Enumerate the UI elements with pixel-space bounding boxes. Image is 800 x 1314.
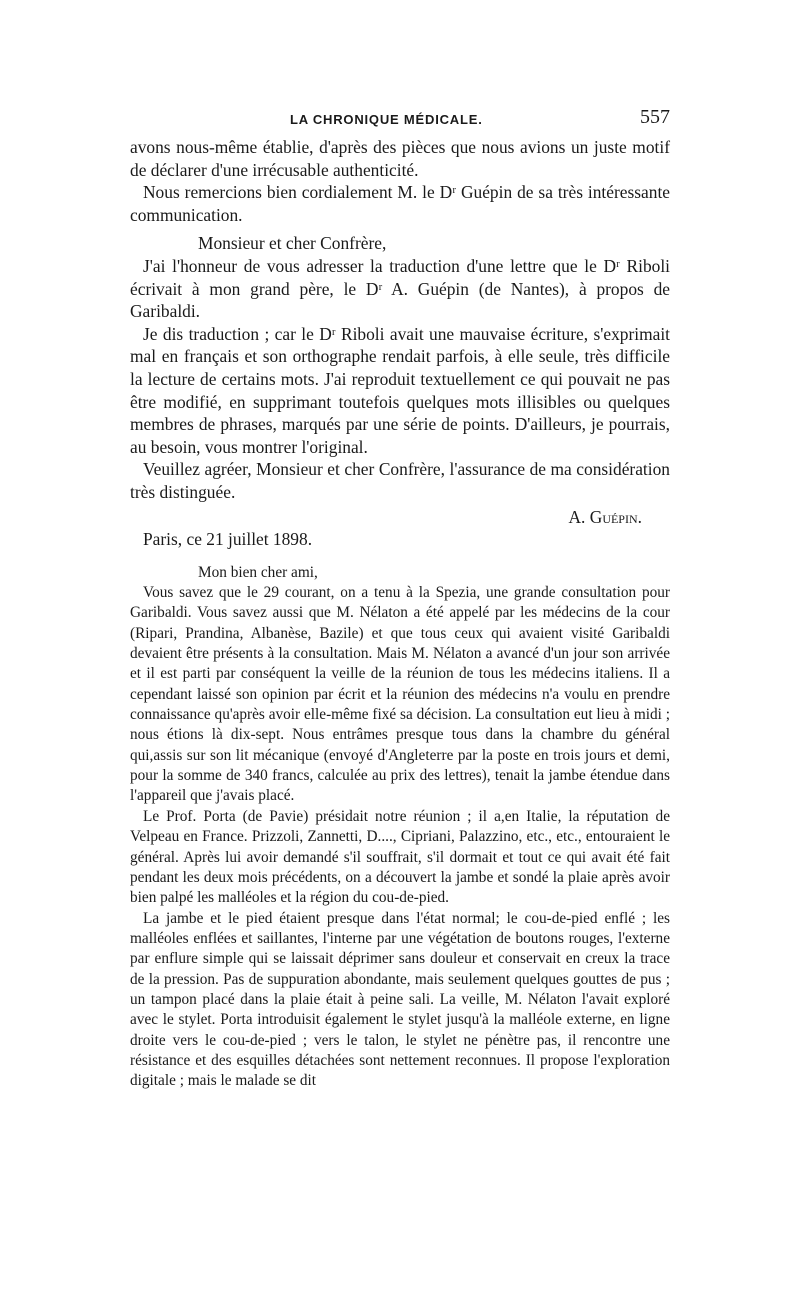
riboli-salutation: Mon bien cher ami,	[198, 563, 318, 581]
riboli-paragraph-2: Le Prof. Porta (de Pavie) présidait notre réunion ; il a,en Italie, la réputation de Velpeau en France. Prizzoli, Zannetti, D...., Cipriani, Palazzino, etc., etc., entouraient le général. Après lui avoir demandé s'il souffrait, s'il dormait et tout ce qui avait été fait pendant les deux mois précédents, on a découvert la jambe et sondé la plaie après avoir bien palpé les malléoles et la région du cou-de-pied.	[130, 807, 670, 907]
letter-dateline: Paris, ce 21 juillet 1898.	[143, 529, 313, 550]
intro-paragraph-1: avons nous-même établie, d'après des pièces que nous avions un juste motif de déclarer d'une irrécusable authenticité.	[130, 137, 670, 180]
page-number: 557	[640, 106, 670, 128]
letter-paragraph-2: Je dis traduction ; car le Dʳ Riboli avait une mauvaise écriture, s'exprimait mal en français et son orthographe rendait parfois, à elle seule, très difficile la lecture de certains mots. J'ai reproduit textuellement ce qui pouvait ne pas être modifié, en supprimant toutefois quelques mots illisibles ou quelques membres de phrases, marqués par une série de points. D'ailleurs, je pourrais, au besoin, vous montrer l'original.	[130, 323, 670, 457]
letter-paragraph-3: Veuillez agréer, Monsieur et cher Confrère, l'assurance de ma considération très distinguée.	[130, 459, 670, 502]
running-title: LA CHRONIQUE MÉDICALE.	[290, 112, 483, 127]
running-header	[130, 106, 670, 136]
riboli-paragraph-3: La jambe et le pied étaient presque dans l'état normal; le cou-de-pied enflé ; les malléoles enflées et saillantes, l'interne par une végétation de boutons rouges, l'externe par enflure simple qui se laissait déprimer sans douleur et conservait en creux la trace de la pression. Pas de suppuration abondante, mais seulement quelques gouttes de pus ; un tampon placé dans la plaie était à peine sali. La veille, M. Nélaton l'avait exploré avec le stylet. Porta introduisit également le stylet jusqu'à la malléole externe, en ligne droite vers le cou-de-pied ; vers le talon, le stylet ne pénètre pas, il rencontre une résistance et des esquilles détachées sont nettement reconnues. Il propose l'exploration digitale ; mais le malade se dit	[130, 909, 670, 1090]
letter-signature: A. Guépin.	[568, 506, 642, 527]
main-text	[130, 136, 670, 551]
riboli-paragraph-1: Vous savez que le 29 courant, on a tenu à la Spezia, une grande consultation pour Garibaldi. Vous savez aussi que M. Nélaton a été appelé par les médecins de la cour (Ripari, Prandina, Albanèse, Bazile) et que tous ceux qui avaient visité Garibaldi devaient être présents à la consultation. Mais M. Nélaton a avancé d'un jour son arrivée et il est parti par conséquent la veille de la réunion de tous les médecins italiens. Il a cependant laissé son opinion par écrit et la réunion des médecins n'a voulu en prendre connaissance qu'après avoir elle-même fixé sa décision. La consultation eut lieu à midi ; nous étions là dix-sept. Nous entrâmes presque tous dans la chambre du général qui,assis sur son lit mécanique (envoyé d'Angleterre par la poste en trois jours et demi, pour la somme de 340 francs, calculée au prix des lettres), tenait la jambe étendue dans l'appareil que j'avais placé.	[130, 584, 670, 805]
intro-paragraph-2: Nous remercions bien cordialement M. le Dʳ Guépin de sa très intéressante communication.	[130, 182, 670, 225]
letter-salutation: Monsieur et cher Confrère,	[198, 233, 387, 254]
letter-paragraph-1: J'ai l'honneur de vous adresser la traduction d'une lettre que le Dʳ Riboli écrivait à mon grand père, le Dʳ A. Guépin (de Nantes), à propos de Garibaldi.	[130, 255, 670, 322]
riboli-letter	[130, 563, 670, 1092]
page	[130, 106, 670, 1092]
